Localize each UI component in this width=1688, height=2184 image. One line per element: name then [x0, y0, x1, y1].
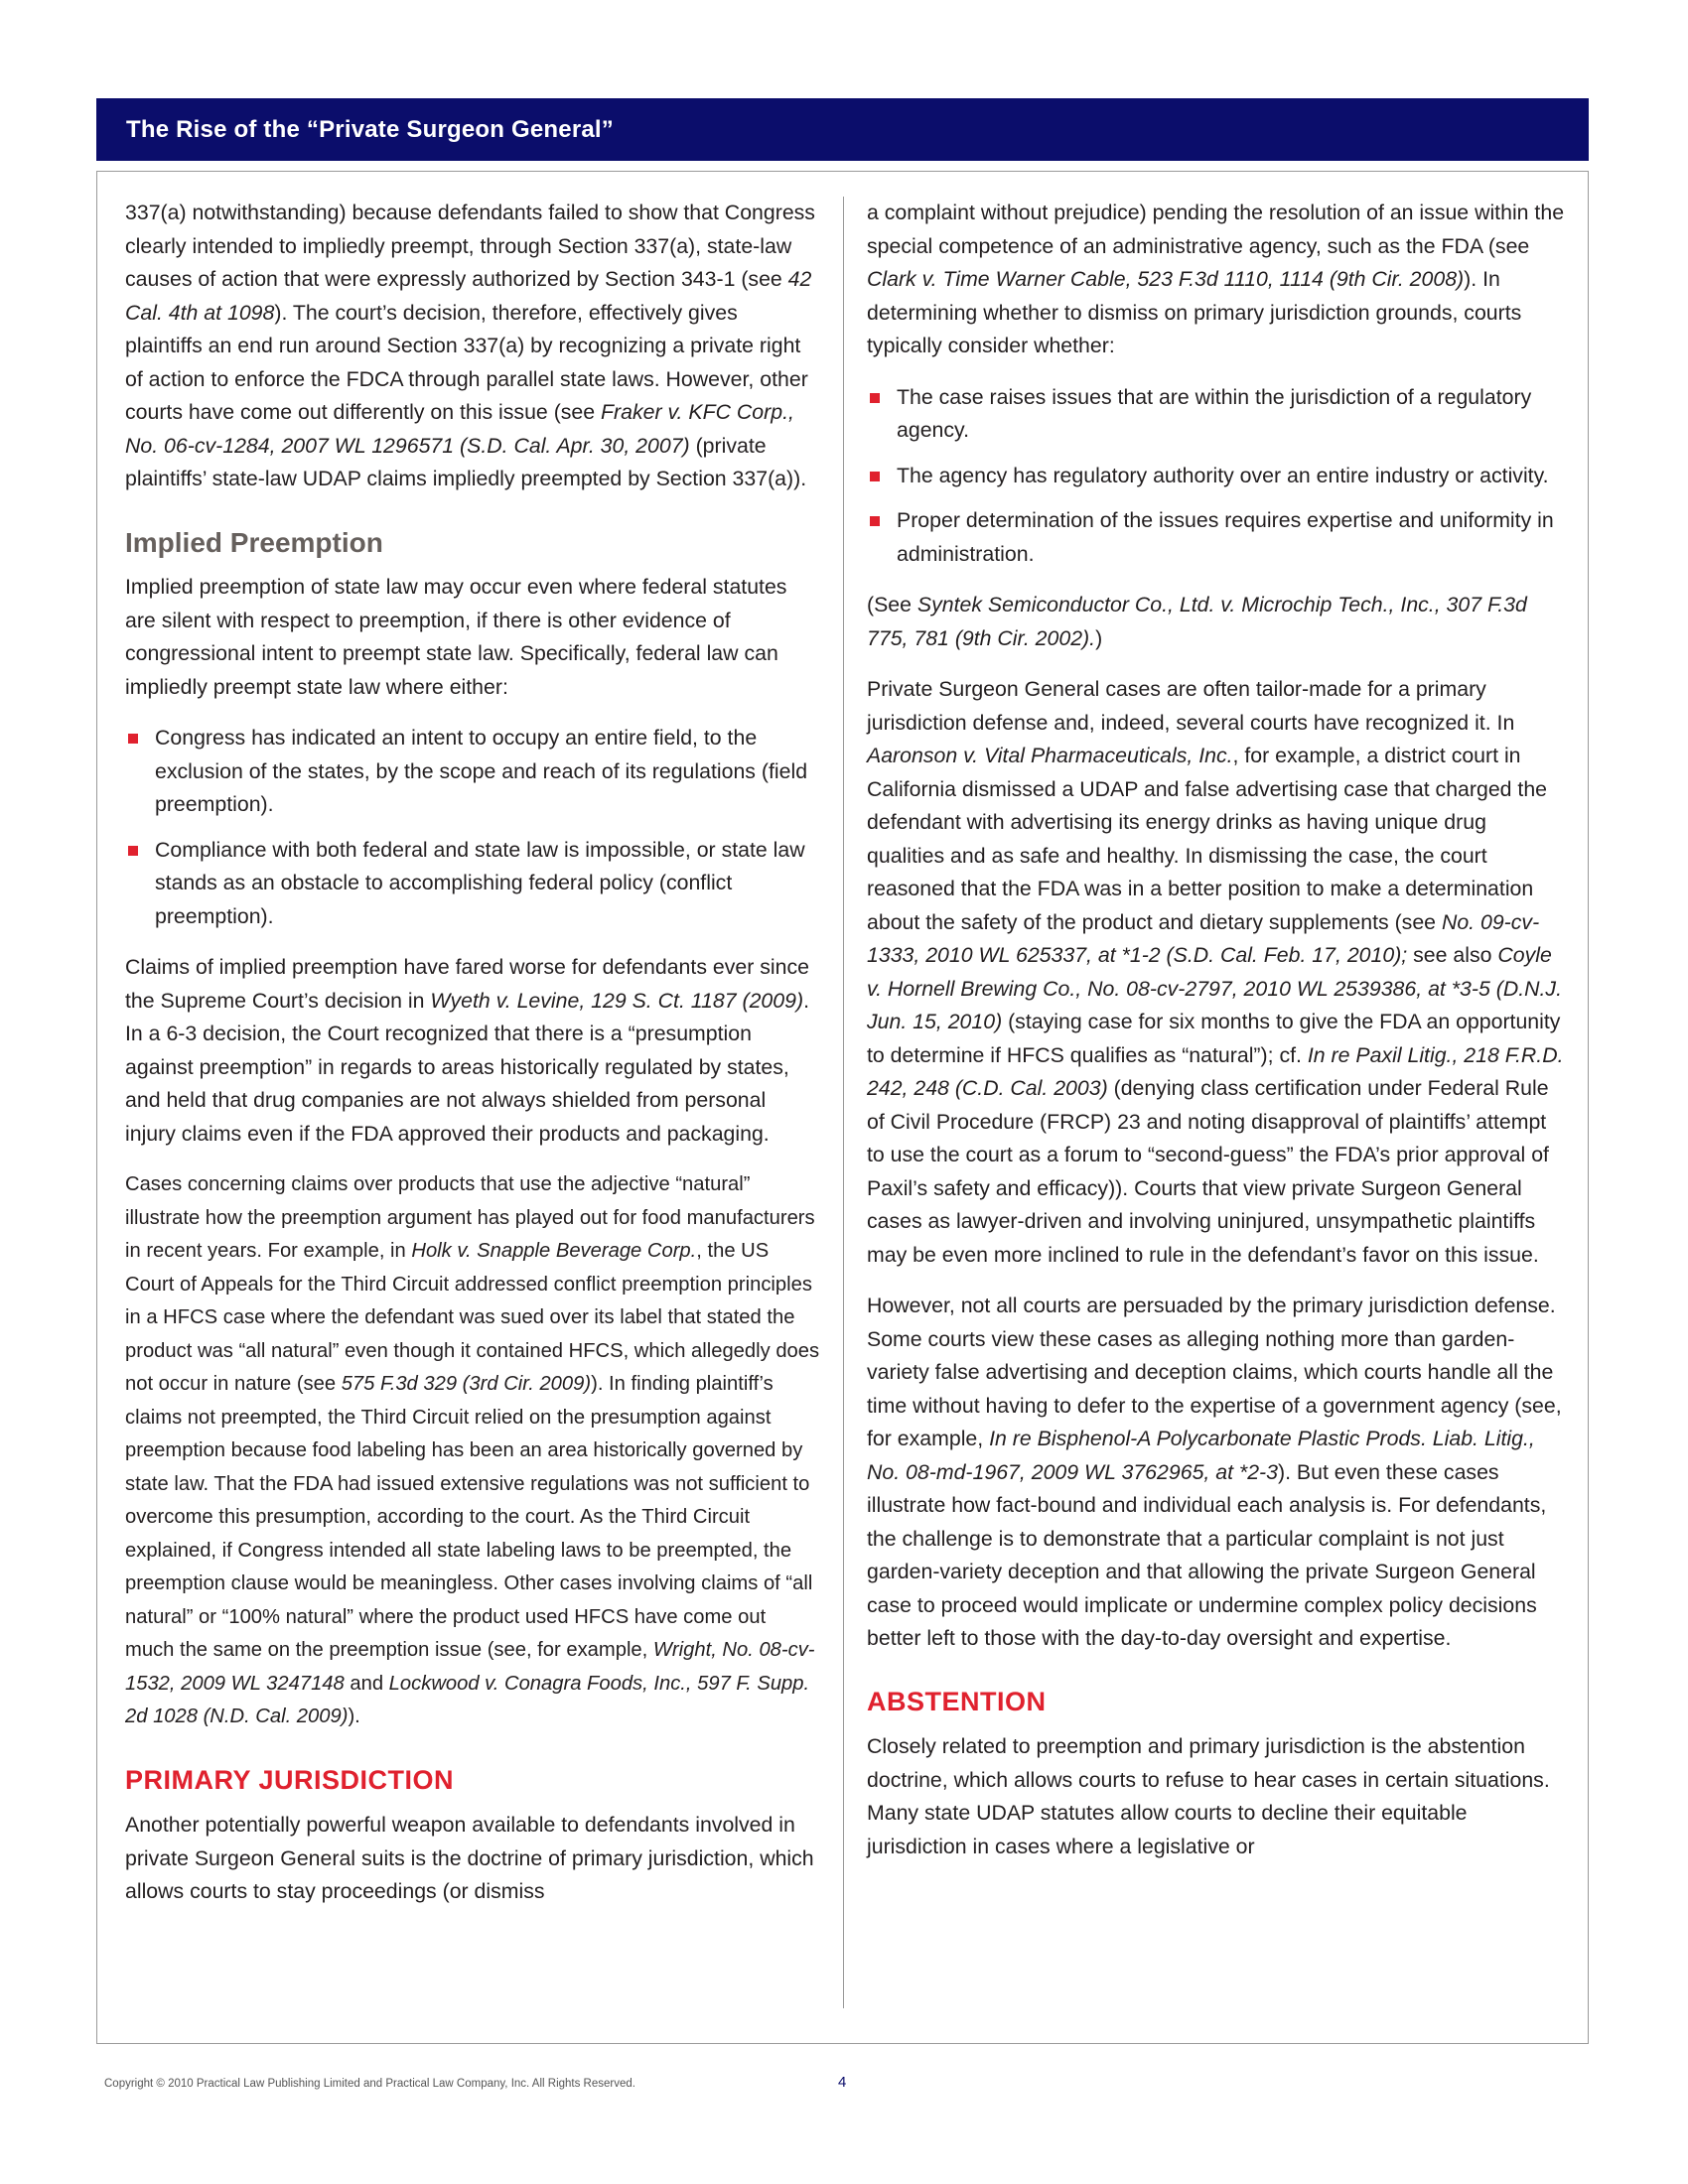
list-item: The agency has regulatory authority over an entire industry or activity. — [867, 460, 1569, 493]
citation: Lockwood v. Conagra Foods, Inc., 597 F. Supp. 2d 1028 (N.D. Cal. 2009) — [125, 1672, 810, 1727]
paragraph — [125, 951, 820, 1151]
paragraph — [867, 1290, 1569, 1656]
paragraph — [125, 197, 820, 496]
citation: Aaronson v. Vital Pharmaceuticals, Inc. — [867, 744, 1233, 767]
text: , the US Court of Appeals for the Third Circuit addressed conflict preemption principles in a HFCS case where the defendant was sued over its label that stated the product was “all natural” even though it contained HFCS, which allegedly does not occur in nature (see — [125, 1240, 820, 1395]
copyright-footer: Copyright © 2010 Practical Law Publishing Limited and Practical Law Company, Inc. All Rights Reserved. — [104, 2078, 635, 2090]
paragraph: Another potentially powerful weapon available to defendants involved in private Surgeon General suits is the doctrine of primary jurisdiction, which allows courts to stay proceedings (or dismiss — [125, 1813, 814, 1903]
citation: Clark v. Time Warner Cable, 523 F.3d 1110, 1114 (9th Cir. 2008) — [867, 267, 1465, 291]
paragraph — [125, 1168, 820, 1734]
list-item: The case raises issues that are within the jurisdiction of a regulatory agency. — [867, 381, 1569, 448]
citation: Fraker v. KFC Corp., No. 06-cv-1284, 2007 WL 1296571 (S.D. Cal. Apr. 30, 2007) — [125, 400, 794, 458]
list-item: Congress has indicated an intent to occupy an entire field, to the exclusion of the states, by the scope and reach of its regulations (field preemption). — [125, 722, 820, 822]
section-heading-implied-preemption: Implied Preemption — [125, 526, 383, 558]
citation: Coyle v. Hornell Brewing Co., No. 08-cv-2797, 2010 WL 2539386, at *3-5 (D.N.J. Jun. 15, 2010) — [867, 943, 1562, 1033]
text: ). The court’s decision, therefore, effectively gives plaintiffs an end run around Section 337(a) by recognizing a private right of action to enforce the FDCA through parallel state laws. However, other courts have come out differently on this issue (see — [125, 300, 808, 424]
list-item: Compliance with both federal and state law is impossible, or state law stands as an obstacle to accomplishing federal policy (conflict preemption). — [125, 834, 820, 934]
citation: In re Bisphenol-A Polycarbonate Plastic Prods. Liab. Litig., No. 08-md-1967, 2009 WL 3762965, at *2-3 — [867, 1427, 1535, 1484]
citation: 42 Cal. 4th at 1098 — [125, 267, 812, 325]
citation: 575 F.3d 329 (3rd Cir. 2009) — [341, 1373, 592, 1395]
list-item: Proper determination of the issues requires expertise and uniformity in administration. — [867, 504, 1569, 571]
text: ). In finding plaintiff’s claims not preempted, the Third Circuit relied on the presumption against preemption because food labeling has been an area historically governed by state law. That the FDA had issued extensive regulations was not sufficient to overcome this presumption, according to the court. As the Third Circuit explained, if Congress intended all state labeling laws to be preempted, the preemption clause would be meaningless. Other cases involving claims of “all natural” or “100% natural” where the product used HFCS have come out much the same on the preemption issue (see, for example, — [125, 1373, 813, 1661]
text: (private plaintiffs’ state-law UDAP claims impliedly preempted by Section 337(a)). — [125, 433, 807, 490]
section-heading-abstention: ABSTENTION — [867, 1686, 1047, 1716]
citation: Holk v. Snapple Beverage Corp. — [411, 1240, 697, 1262]
page-title: The Rise of the “Private Surgeon General” — [126, 115, 614, 143]
citation: Wright, No. 08-cv-1532, 2009 WL 3247148 — [125, 1639, 815, 1695]
section-heading-primary-jurisdiction: PRIMARY JURISDICTION — [125, 1764, 455, 1795]
bullet-list — [867, 381, 1569, 572]
text: ). But even these cases illustrate how fact-bound and individual each analysis is. For defendants, the challenge is to demonstrate that a particular complaint is not just garden-variety deception and that allowing the private Surgeon General case to proceed would implicate or undermine complex policy decisions better left to those with the day-to-day oversight and expertise. — [867, 1459, 1547, 1650]
text: and — [344, 1672, 389, 1695]
text: Private Surgeon General cases are often tailor-made for a primary jurisdiction defense and, indeed, several courts have recognized it. In — [867, 677, 1515, 735]
text: (See — [867, 593, 917, 616]
page-number: 4 — [838, 2074, 847, 2091]
paragraph — [867, 589, 1569, 655]
citation: Syntek Semiconductor Co., Ltd. v. Microchip Tech., Inc., 307 F.3d 775, 781 (9th Cir. 2002). — [867, 593, 1527, 650]
text: (staying case for six months to give the FDA an opportunity to determine if HFCS qualifies as “natural”); cf. — [867, 1010, 1561, 1067]
header-bar — [96, 98, 1589, 161]
paragraph — [867, 673, 1569, 1272]
text: , for example, a district court in California dismissed a UDAP and false advertising case that charged the defendant with advertising its energy drinks as having unique drug qualities and as safe and healthy. In dismissing the case, the court reasoned that the FDA was in a better position to make a determination about the safety of the product and dietary supplements (see — [867, 744, 1548, 934]
text: Cases concerning claims over products that use the adjective “natural” illustrate how the preemption argument has played out for food manufacturers in recent years. For example, in — [125, 1173, 815, 1262]
text: Claims of implied preemption have fared worse for defendants ever since the Supreme Court’s decision in — [125, 955, 809, 1013]
paragraph: Implied preemption of state law may occur even where federal statutes are silent with respect to preemption, if there is other evidence of congressional intent to preempt state law. Specifically, federal law can impliedly preempt state law where either: — [125, 575, 787, 699]
citation: No. 09-cv-1333, 2010 WL 625337, at *1-2 (S.D. Cal. Feb. 17, 2010); — [867, 909, 1540, 967]
paragraph — [867, 197, 1569, 363]
text: a complaint without prejudice) pending the resolution of an issue within the special competence of an administrative agency, such as the FDA (see — [867, 201, 1565, 258]
left-column — [125, 197, 820, 1927]
text: (denying class certification under Federal Rule of Civil Procedure (FRCP) 23 and noting disapproval of plaintiffs’ attempt to use the court as a forum to “second-guess” the FDA’s prior approval of Paxil’s safety and efficacy)). Courts that view private Surgeon General cases as lawyer-driven and involving uninjured, unsympathetic plaintiffs may be even more inclined to rule in the defendant’s favor on this issue. — [867, 1076, 1549, 1267]
citation: Wyeth v. Levine, 129 S. Ct. 1187 (2009) — [430, 988, 804, 1013]
right-column — [867, 197, 1569, 1881]
paragraph: Closely related to preemption and primary jurisdiction is the abstention doctrine, which allows courts to refuse to hear cases in certain situations. Many state UDAP statutes allow courts to decline their equitable jurisdiction in cases where a legislative or — [867, 1734, 1550, 1858]
text: ) — [1095, 625, 1103, 650]
text: ). — [348, 1706, 360, 1727]
citation: In re Paxil Litig., 218 F.R.D. 242, 248 (C.D. Cal. 2003) — [867, 1042, 1564, 1100]
text: ). In determining whether to dismiss on primary jurisdiction grounds, courts typically consider whether: — [867, 267, 1522, 357]
text: 337(a) notwithstanding) because defendants failed to show that Congress clearly intended to impliedly preempt, through Section 337(a), state-law causes of action that were expressly authorized by Section 343-1 (see — [125, 201, 815, 291]
column-divider — [843, 197, 844, 2008]
bullet-list — [125, 722, 820, 933]
text: . In a 6-3 decision, the Court recognized that there is a “presumption against preemption” in regards to areas historically regulated by states, and held that drug companies are not always shielded from personal injury claims even if the FDA approved their products and packaging. — [125, 988, 809, 1146]
text: see also — [1407, 943, 1498, 967]
text: However, not all courts are persuaded by the primary jurisdiction defense. Some courts view these cases as alleging nothing more than garden-variety false advertising and deception claims, which courts handle all the time without having to defer to the expertise of a government agency (see, for example, — [867, 1294, 1562, 1450]
